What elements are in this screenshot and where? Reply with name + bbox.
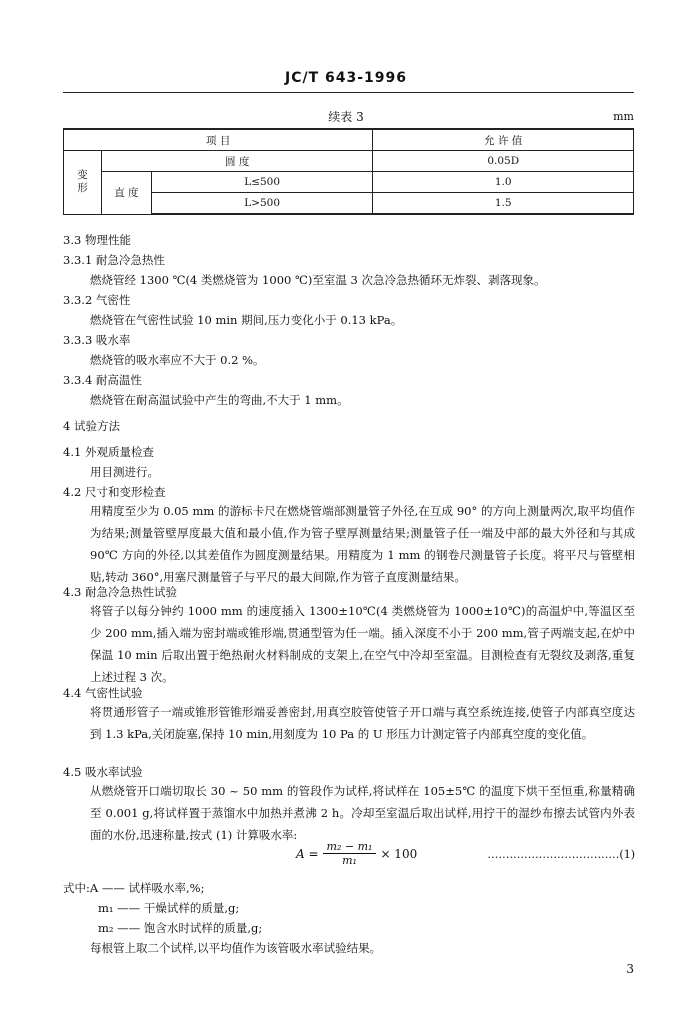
table-unit: mm <box>613 110 634 123</box>
l1-label: L≤500 <box>151 172 373 193</box>
where-m2: m₂ —— 饱含水时试样的质量,g; <box>98 921 263 935</box>
straightness-label: 直 度 <box>101 172 151 215</box>
l2-label: L>500 <box>151 193 373 215</box>
section-3-3-title: 3.3 物理性能 <box>63 233 131 247</box>
standard-code-header: JC/T 643-1996 <box>284 70 408 86</box>
page-number: 3 <box>626 962 634 976</box>
formula-fraction <box>323 840 377 867</box>
section-4-3-body: 将管子以每分钟约 1000 mm 的速度插入 1300±10℃(4 类燃烧管为 1000±10℃)的高温炉中,等温区至少 200 mm,插入端为密封端或锥形端,贯通型管为任一端。插入深度不小于 200 mm,管子两端支起,在炉中保温 10 min 后取出置于绝热耐火材料制成的支架上,在空气中冷却至室温。目测检查有无裂纹及剥落,重复上述过程 3 次。 <box>90 604 635 684</box>
section-4-5-body: 从燃烧管开口端切取长 30 ~ 50 mm 的管段作为试样,将试样在 105±5℃ 的温度下烘干至恒重,称量精确至 0.001 g,将试样置于蒸馏水中加热并煮沸 2 h。冷却至室温后取出试样,用拧干的湿纱布擦去试管内外表面的水份,迅速称量,按式 (1) 计算吸水率: <box>90 784 635 842</box>
section-3-3-2-title: 3.3.2 气密性 <box>63 293 131 307</box>
l2-value: 1.5 <box>373 193 634 215</box>
section-4-1-title: 4.1 外观质量检查 <box>63 445 154 459</box>
section-4-title: 4 试验方法 <box>63 419 120 433</box>
section-4-2-title: 4.2 尺寸和变形检查 <box>63 485 166 499</box>
section-4-2-body: 用精度至少为 0.05 mm 的游标卡尺在燃烧管端部测量管子外径,在互成 90° 的方向上测量两次,取平均值作为结果;测量管壁厚度最大值和最小值,作为管子壁厚测量结果;测量管子任一端及中部的最大外径和与其成 90℃ 方向的外径,以其差值作为圆度测量结果。用精度为 1 mm 的钢卷尺测量管子长度。将平尺与管壁相贴,转动 360°,用塞尺测量管子与平尺的最大间隙,作为管子直度测量结果。 <box>90 504 635 584</box>
l1-value: 1.0 <box>373 172 634 193</box>
formula-number: ………………………………(1) <box>487 848 635 861</box>
water-absorption-formula <box>296 840 417 867</box>
roundness-label: 圆 度 <box>101 151 373 172</box>
table-row-straight-1 <box>64 172 634 193</box>
section-4-4-body: 将贯通形管子一端或锥形管锥形端妥善密封,用真空胶管使管子开口端与真空系统连接,使管子内部真空度达到 1.3 kPa,关闭旋塞,保持 10 min,用刻度为 10 Pa 的 U 形压力计测定管子内部真空度的变化值。 <box>90 705 635 741</box>
col-value-header: 允 许 值 <box>373 129 634 151</box>
section-3-3-2-body: 燃烧管在气密性试验 10 min 期间,压力变化小于 0.13 kPa。 <box>90 313 403 327</box>
row-group-deformation: 变 形 <box>64 151 102 215</box>
table-row-roundness <box>64 151 634 172</box>
roundness-value: 0.05D <box>373 151 634 172</box>
section-3-3-4-body: 燃烧管在耐高温试验中产生的弯曲,不大于 1 mm。 <box>90 393 349 407</box>
section-4-3-title: 4.3 耐急冷急热性试验 <box>63 585 177 599</box>
col-item-header: 项 目 <box>64 129 373 151</box>
section-3-3-3-title: 3.3.3 吸水率 <box>63 333 131 347</box>
section-3-3-1-body: 燃烧管经 1300 ℃(4 类燃烧管为 1000 ℃)至室温 3 次急冷急热循环无炸裂、剥落现象。 <box>90 273 546 287</box>
formula-numerator: m₂ − m₁ <box>323 840 377 854</box>
section-4-5-title: 4.5 吸水率试验 <box>63 765 143 779</box>
section-3-3-1-title: 3.3.1 耐急冷急热性 <box>63 253 165 267</box>
where-lead: 式中:A —— 试样吸水率,%; <box>63 881 205 895</box>
formula-denominator: m₁ <box>342 854 357 867</box>
where-last: 每根管上取二个试样,以平均值作为该管吸水率试验结果。 <box>90 941 382 955</box>
section-4-1-body: 用目测进行。 <box>90 465 159 479</box>
formula-rhs: × 100 <box>380 846 418 861</box>
tolerance-table <box>63 128 634 215</box>
section-3-3-3-body: 燃烧管的吸水率应不大于 0.2 %。 <box>90 353 265 367</box>
section-3-3-4-title: 3.3.4 耐高温性 <box>63 373 142 387</box>
header-rule <box>63 92 634 93</box>
table-header-row <box>64 129 634 151</box>
where-m1: m₁ —— 干燥试样的质量,g; <box>98 901 240 915</box>
table-caption: 续表 3 <box>328 110 364 124</box>
formula-lhs: A = <box>296 846 319 861</box>
section-4-4-title: 4.4 气密性试验 <box>63 686 143 700</box>
